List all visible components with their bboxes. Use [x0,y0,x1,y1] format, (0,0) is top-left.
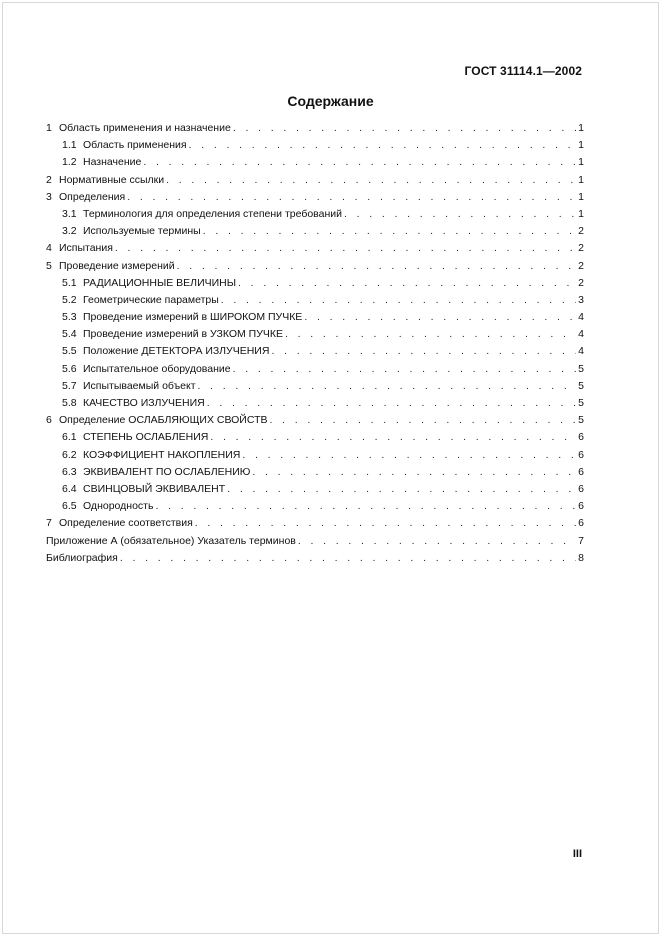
page-number: III [572,848,582,860]
toc-entry-page: 6 [578,431,584,444]
toc-dot-leader [285,326,576,343]
toc-entry-number: 5.7 [62,379,77,392]
toc-entry-label: Испытываемый объект [83,379,196,392]
toc-entry-page: 1 [578,139,584,152]
toc-entry-label: РАДИАЦИОННЫЕ ВЕЛИЧИНЫ [83,276,237,289]
document-code: ГОСТ 31114.1—2002 [464,64,582,78]
toc-dot-leader [242,447,576,464]
toc-entry[interactable] [46,120,584,137]
toc-entry-page: 8 [578,551,584,564]
toc-entry-label: Однородность [83,500,154,513]
toc-entry-page: 1 [578,122,584,134]
toc-dot-leader [120,550,576,567]
toc-entry-page: 5 [578,414,584,427]
toc-entry-page: 3 [578,293,584,306]
toc-entry[interactable] [46,515,584,532]
toc-entry-page: 5 [578,379,584,392]
toc-dot-leader [177,258,577,275]
toc-entry-number: 1.2 [62,156,77,169]
toc-entry-page: 6 [578,448,584,461]
toc-title: Содержание [287,93,374,109]
toc-entry-number: 1 [46,122,52,134]
toc-dot-leader [166,172,576,189]
toc-dot-leader [155,498,576,515]
toc-entry[interactable] [46,189,584,206]
toc-entry-number: 6 [46,414,52,427]
toc-entry-label: Геометрические параметры [83,293,219,306]
toc-entry[interactable] [46,240,584,257]
toc-dot-leader [221,292,576,309]
toc-entry-page: 5 [578,397,584,409]
toc-entry-number: 7 [46,517,52,530]
toc-entry-page: 1 [578,173,584,186]
toc-entry-number: 6.4 [62,482,77,495]
toc-entry-number: 6.5 [62,500,77,513]
toc-dot-leader [115,240,576,257]
toc-dot-leader [304,309,576,326]
toc-entry-page: 1 [578,190,584,203]
toc-entry-number: 5.3 [62,311,77,324]
toc-entry-page: 6 [578,500,584,513]
toc-entry-page: 2 [578,276,584,289]
toc-entry-label: Используемые термины [83,225,201,238]
toc-entry-label: Область применения и назначение [59,122,231,134]
toc-dot-leader [227,481,576,498]
toc-entry[interactable] [46,223,584,240]
toc-entry[interactable] [46,550,584,567]
toc-entry[interactable] [46,154,584,171]
toc-entry-page: 5 [578,362,584,375]
toc-entry-label: Назначение [83,156,142,169]
toc-entry-number: 5.5 [62,345,77,358]
toc-dot-leader [233,361,577,378]
toc-entry-page: 2 [578,225,584,238]
toc-entry[interactable] [46,258,584,275]
toc-dot-leader [271,343,576,360]
toc-dot-leader [344,206,576,223]
toc-entry-number: 1.1 [62,139,77,152]
toc-entry-label: Терминология для определения степени требований [83,207,342,220]
toc-entry-page: 1 [578,156,584,169]
toc-entry-number: 6.2 [62,448,77,461]
toc-dot-leader [238,275,576,292]
toc-entry-label: Испытательное оборудование [83,362,231,375]
toc-entry-label: Положение ДЕТЕКТОРА ИЗЛУЧЕНИЯ [83,345,270,358]
toc-entry[interactable] [46,464,584,481]
toc-entry-label: КОЭФФИЦИЕНТ НАКОПЛЕНИЯ [83,448,241,461]
toc-entry-label: Определение соответствия [59,517,193,530]
toc-entry-label: Нормативные ссылки [59,173,165,186]
toc-entry-number: 6.3 [62,465,77,478]
toc-entry-page: 6 [578,482,584,495]
toc-entry-page: 2 [578,259,584,272]
toc-entry[interactable] [46,292,584,309]
toc-entry-label: Проведение измерений в УЗКОМ ПУЧКЕ [83,328,283,341]
toc-entry-page: 6 [578,517,584,530]
toc-entry-label: Область применения [83,139,187,152]
toc-dot-leader [195,515,576,532]
toc-entry-number: 5.8 [62,397,77,409]
toc-entry-page: 4 [578,311,584,324]
toc-dot-leader [143,154,576,171]
toc-entry-label: КАЧЕСТВО ИЗЛУЧЕНИЯ [83,397,205,409]
toc-entry-number: 2 [46,173,52,186]
toc-entry-label: Определения [59,190,126,203]
toc-entry-page: 7 [578,534,584,547]
toc-entry-number: 5.1 [62,276,77,289]
toc-dot-leader [203,223,576,240]
toc-dot-leader [252,464,576,481]
toc-dot-leader [298,533,576,550]
toc-entry-page: 2 [578,242,584,255]
toc-entry-label: ЭКВИВАЛЕНТ ПО ОСЛАБЛЕНИЮ [83,465,251,478]
toc-entry[interactable] [46,412,584,429]
toc-entry-number: 6.1 [62,431,77,444]
toc-entry-label: Испытания [59,242,113,255]
toc-entry-number: 3.1 [62,207,77,220]
toc-entry-number: 4 [46,242,52,255]
table-of-contents [46,120,584,567]
toc-entry-number: 3.2 [62,225,77,238]
toc-entry[interactable] [46,206,584,223]
toc-entry[interactable] [46,447,584,464]
toc-entry[interactable] [46,361,584,378]
toc-entry-label: Библиография [46,551,118,564]
toc-entry-number: 5 [46,259,52,272]
toc-entry-label: Проведение измерений в ШИРОКОМ ПУЧКЕ [83,311,303,324]
toc-entry[interactable] [46,172,584,189]
toc-dot-leader [270,412,577,429]
toc-entry-label: СВИНЦОВЫЙ ЭКВИВАЛЕНТ [83,482,226,495]
toc-entry-page: 4 [578,328,584,341]
toc-entry-number: 3 [46,190,52,203]
toc-entry[interactable] [46,309,584,326]
toc-entry[interactable] [46,429,584,446]
toc-dot-leader [210,429,576,446]
toc-dot-leader [189,137,577,154]
toc-entry-page: 4 [578,345,584,358]
toc-entry-label: Определение ОСЛАБЛЯЮЩИХ СВОЙСТВ [59,414,268,427]
toc-entry-number: 5.6 [62,362,77,375]
toc-entry-number: 5.2 [62,293,77,306]
toc-dot-leader [127,189,576,206]
toc-dot-leader [198,378,577,395]
toc-entry[interactable] [46,343,584,360]
toc-entry[interactable] [46,378,584,395]
toc-dot-leader [233,120,576,137]
toc-entry[interactable] [46,533,584,550]
toc-entry-number: 5.4 [62,328,77,341]
toc-entry[interactable] [46,326,584,343]
toc-entry[interactable] [46,137,584,154]
toc-entry-label: Приложение А (обязательное) Указатель терминов [46,534,296,547]
toc-entry[interactable] [46,395,584,412]
toc-entry-label: СТЕПЕНЬ ОСЛАБЛЕНИЯ [83,431,209,444]
toc-entry[interactable] [46,481,584,498]
toc-entry[interactable] [46,498,584,515]
toc-entry-page: 1 [578,207,584,220]
toc-dot-leader [207,395,576,412]
toc-entry-page: 6 [578,465,584,478]
toc-entry-label: Проведение измерений [59,259,175,272]
toc-entry[interactable] [46,275,584,292]
